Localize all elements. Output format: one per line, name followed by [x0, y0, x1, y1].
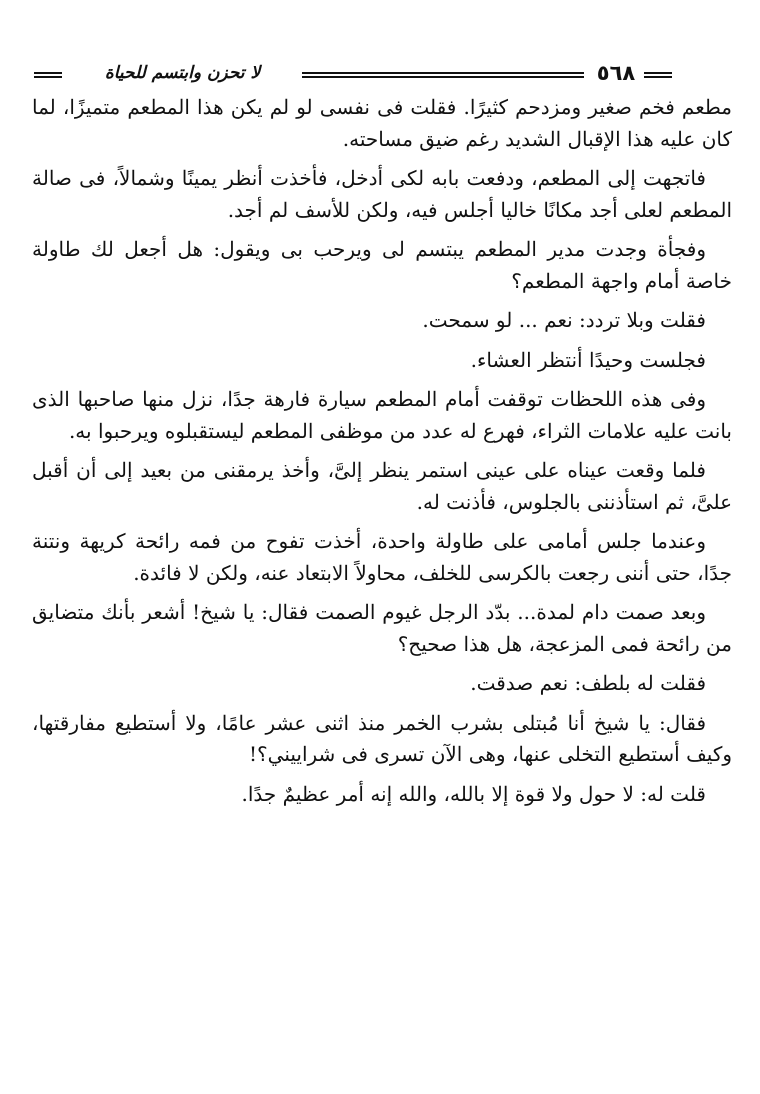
- paragraph: فقال: يا شيخ أنا مُبتلى بشرب الخمر منذ اثنى عشر عامًا، ولا أستطيع مفارقتها، وكيف أستطيع التخلى عنها، وهى الآن تسرى فى شراييني؟!: [32, 710, 732, 766]
- page-body: [32, 92, 732, 818]
- paragraph: فاتجهت إلى المطعم، ودفعت بابه لكى أدخل، فأخذت أنظر يمينًا وشمالاً، فى صالة المطعم لعلى أجد مكانًا خاليا أجلس فيه، ولكن للأسف لم أجد.: [32, 166, 732, 222]
- paragraph: فلما وقعت عيناه على عينى استمر ينظر إلىَّ، وأخذ يرمقنى من بعيد إلى أن أقبل علىَّ، ثم استأذننى بالجلوس، فأذنت له.: [32, 458, 732, 514]
- header-rule-right: [644, 72, 672, 78]
- paragraph: فجلست وحيدًا أنتظر العشاء.: [470, 347, 706, 372]
- paragraph: فقلت له بلطف: نعم صدقت.: [470, 671, 706, 695]
- page-header: [30, 58, 720, 92]
- paragraph: فقلت وبلا تردد: نعم ... لو سمحت.: [422, 308, 706, 332]
- header-rule-middle: [302, 72, 584, 78]
- paragraph: وعندما جلس أمامى على طاولة واحدة، أخذت تفوح من فمه رائحة كريهة ونتنة جدًا، حتى أننى رجعت بالكرسى للخلف، محاولاً الابتعاد عنه، ولكن لا فائدة.: [32, 529, 732, 585]
- paragraph: مطعم فخم صغير ومزدحم كثيرًا. فقلت فى نفسى لو لم يكن هذا المطعم متميزًا، لما كان عليه هذا الإقبال الشديد رغم ضيق مساحته.: [32, 95, 732, 151]
- paragraph: وبعد صمت دام لمدة... بدّد الرجل غيوم الصمت فقال: يا شيخ! أشعر بأنك متضايق من رائحة فمى المزعجة، هل هذا صحيح؟: [32, 600, 732, 656]
- running-title: لا تحزن وابتسم للحياة: [104, 63, 261, 83]
- paragraph: قلت له: لا حول ولا قوة إلا بالله، والله إنه أمر عظيمٌ جدًا.: [241, 781, 706, 806]
- header-rule-left: [34, 72, 62, 78]
- paragraph: وفجأة وجدت مدير المطعم يبتسم لى ويرحب بى ويقول: هل أجعل لك طاولة خاصة أمام واجهة المطعم؟: [32, 237, 732, 293]
- page-number: ٥٦٨: [596, 61, 636, 85]
- paragraph: وفى هذه اللحظات توقفت أمام المطعم سيارة فارهة جدًا، نزل منها صاحبها الذى بانت عليه علامات الثراء، فهرع له عدد من موظفى المطعم ليستقبلوه ويرحبوا به.: [32, 387, 732, 443]
